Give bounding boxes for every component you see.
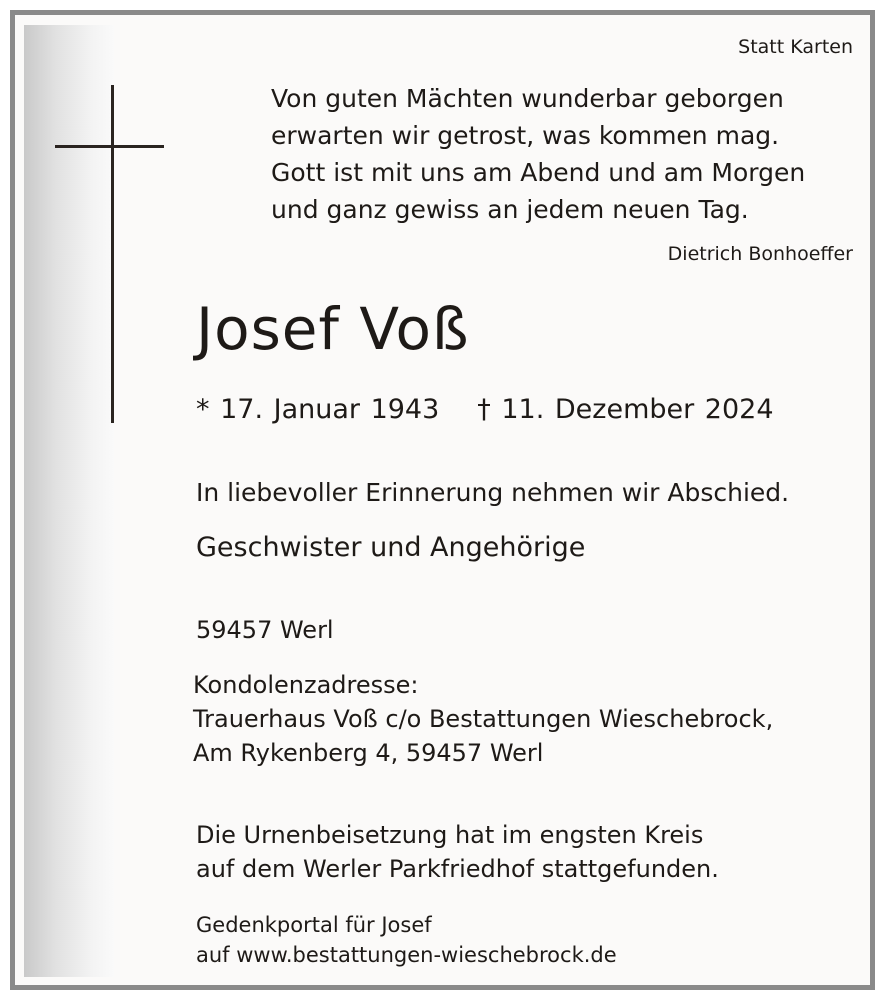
funeral-note bbox=[196, 818, 719, 886]
poem-line: und ganz gewiss an jedem neuen Tag. bbox=[271, 195, 749, 224]
memorial-portal bbox=[196, 910, 617, 970]
condolence-label: Kondolenzadresse: bbox=[193, 671, 419, 699]
family-signature: Geschwister und Angehörige bbox=[196, 532, 586, 563]
death-date: † 11. Dezember 2024 bbox=[477, 394, 774, 425]
portal-url: auf www.bestattungen-wieschebrock.de bbox=[196, 943, 617, 967]
condolence-line: Am Rykenberg 4, 59457 Werl bbox=[193, 739, 544, 767]
cross-vertical-bar bbox=[111, 85, 114, 423]
poem-line: Von guten Mächten wunderbar geborgen bbox=[271, 84, 784, 113]
life-dates bbox=[196, 396, 774, 423]
funeral-line: auf dem Werler Parkfriedhof stattgefunden. bbox=[196, 855, 719, 883]
poem-line: erwarten wir getrost, was kommen mag. bbox=[271, 121, 780, 150]
poem-line: Gott ist mit uns am Abend und am Morgen bbox=[271, 158, 806, 187]
poem bbox=[271, 80, 805, 228]
statt-karten-note: Statt Karten bbox=[738, 36, 853, 58]
funeral-line: Die Urnenbeisetzung hat im engsten Kreis bbox=[196, 821, 704, 849]
cross-horizontal-bar bbox=[55, 145, 164, 148]
deceased-name: Josef Voß bbox=[196, 295, 470, 363]
condolence-address bbox=[193, 668, 773, 770]
portal-line: Gedenkportal für Josef bbox=[196, 913, 432, 937]
gradient-stripe bbox=[24, 25, 114, 977]
city: 59457 Werl bbox=[196, 616, 334, 644]
condolence-line: Trauerhaus Voß c/o Bestattungen Wieschebrock, bbox=[193, 705, 774, 733]
birth-date: * 17. Januar 1943 bbox=[196, 394, 440, 425]
poem-author: Dietrich Bonhoeffer bbox=[667, 243, 853, 265]
farewell-text: In liebevoller Erinnerung nehmen wir Abschied. bbox=[196, 478, 790, 507]
